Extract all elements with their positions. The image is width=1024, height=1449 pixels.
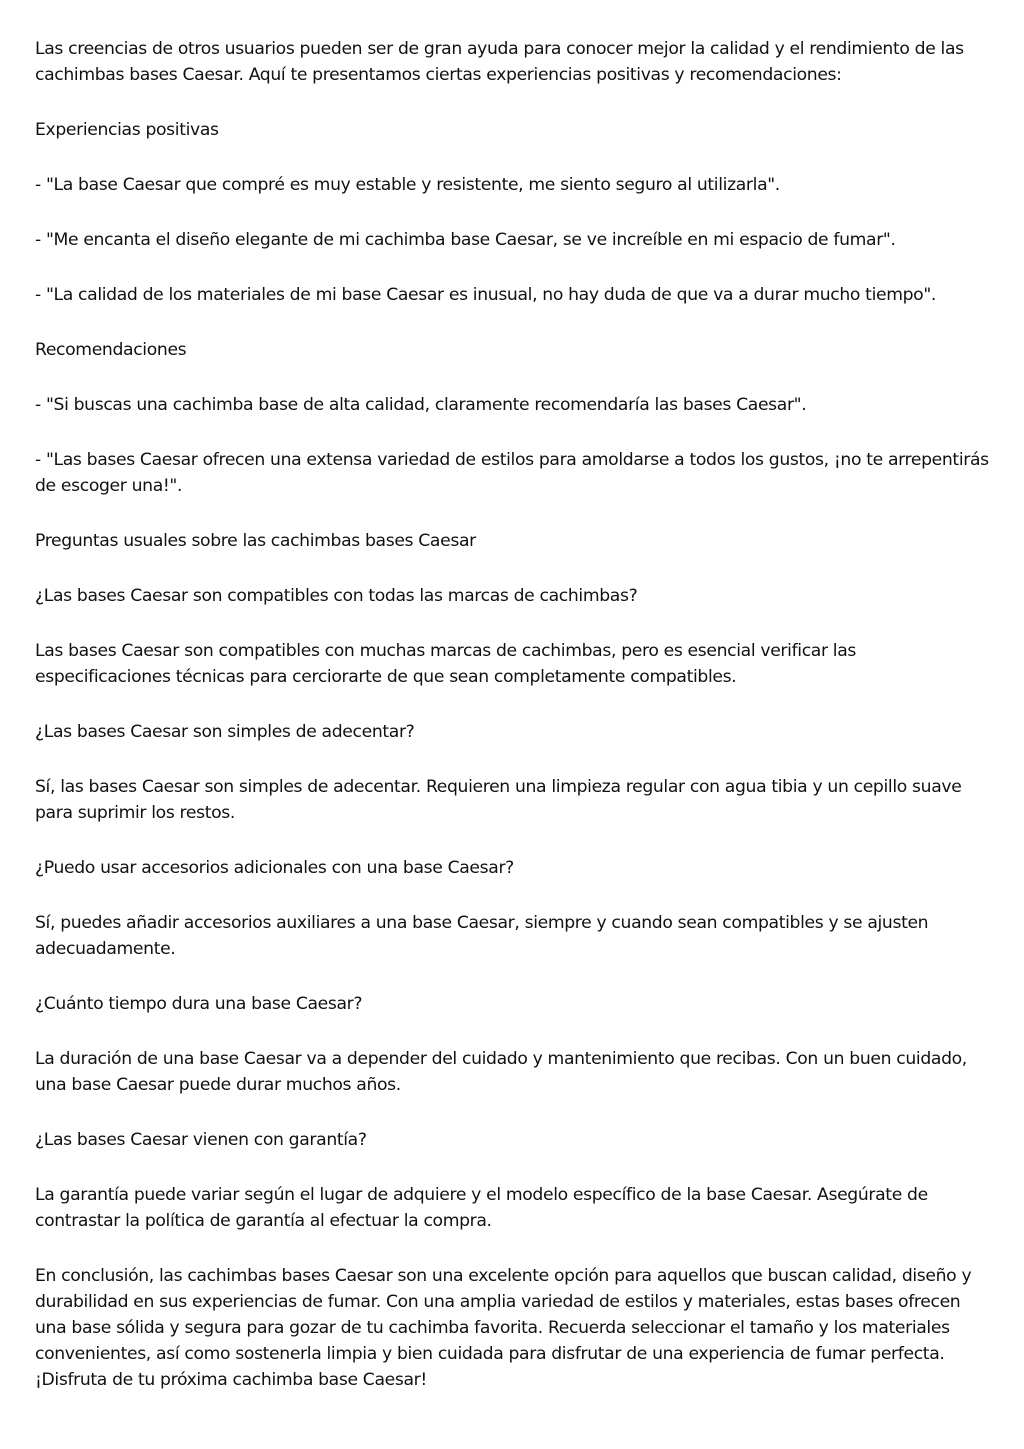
faq-question: ¿Las bases Caesar vienen con garantía? [35, 1130, 367, 1150]
faq-answer: Sí, puedes añadir accesorios auxiliares a una base Caesar, siempre y cuando sean compatibles y se ajusten adecuadamente. [35, 913, 929, 959]
recommendation-quote: - "Si buscas una cachimba base de alta calidad, claramente recomendaría las bases Caesar". [35, 395, 807, 415]
faq-answer: La garantía puede variar según el lugar de adquiere y el modelo específico de la base Caesar. Asegúrate de contrastar la política de garantía al efectuar la compra. [35, 1185, 928, 1231]
faq-question: ¿Puedo usar accesorios adicionales con una base Caesar? [35, 858, 514, 878]
recommendations-heading: Recomendaciones [35, 340, 187, 360]
faq-answer: Sí, las bases Caesar son simples de adecentar. Requieren una limpieza regular con agua tibia y un cepillo suave para suprimir los restos. [35, 777, 962, 823]
faq-answer: La duración de una base Caesar va a depender del cuidado y mantenimiento que recibas. Con un buen cuidado, una base Caesar puede durar muchos años. [35, 1049, 967, 1095]
document-body [35, 36, 995, 1422]
positive-experiences-heading: Experiencias positivas [35, 120, 219, 140]
positive-quote: - "La base Caesar que compré es muy estable y resistente, me siento seguro al utilizarla". [35, 175, 780, 195]
positive-quote: - "Me encanta el diseño elegante de mi cachimba base Caesar, se ve increíble en mi espacio de fumar". [35, 230, 896, 250]
positive-quote: - "La calidad de los materiales de mi base Caesar es inusual, no hay duda de que va a durar mucho tiempo". [35, 285, 937, 305]
conclusion-paragraph: En conclusión, las cachimbas bases Caesar son una excelente opción para aquellos que buscan calidad, diseño y durabilidad en sus experiencias de fumar. Con una amplia variedad de estilos y materiales, estas bases ofrecen una base sólida y segura para gozar de tu cachimba favorita. Recuerda seleccionar el tamaño y los materiales convenientes, así como sostenerla limpia y bien cuidada para disfrutar de una experiencia de fumar perfecta. ¡Disfruta de tu próxima cachimba base Caesar! [35, 1266, 972, 1390]
faq-answer: Las bases Caesar son compatibles con muchas marcas de cachimbas, pero es esencial verificar las especificaciones técnicas para cerciorarte de que sean completamente compatibles. [35, 641, 857, 687]
faq-heading: Preguntas usuales sobre las cachimbas bases Caesar [35, 531, 476, 551]
faq-question: ¿Las bases Caesar son compatibles con todas las marcas de cachimbas? [35, 586, 638, 606]
recommendation-quote: - "Las bases Caesar ofrecen una extensa variedad de estilos para amoldarse a todos los gustos, ¡no te arrepentirás de escoger una!". [35, 450, 989, 496]
faq-question: ¿Las bases Caesar son simples de adecentar? [35, 722, 415, 742]
intro-paragraph: Las creencias de otros usuarios pueden ser de gran ayuda para conocer mejor la calidad y el rendimiento de las cachimbas bases Caesar. Aquí te presentamos ciertas experiencias positivas y recomendaciones: [35, 39, 964, 85]
faq-question: ¿Cuánto tiempo dura una base Caesar? [35, 994, 363, 1014]
